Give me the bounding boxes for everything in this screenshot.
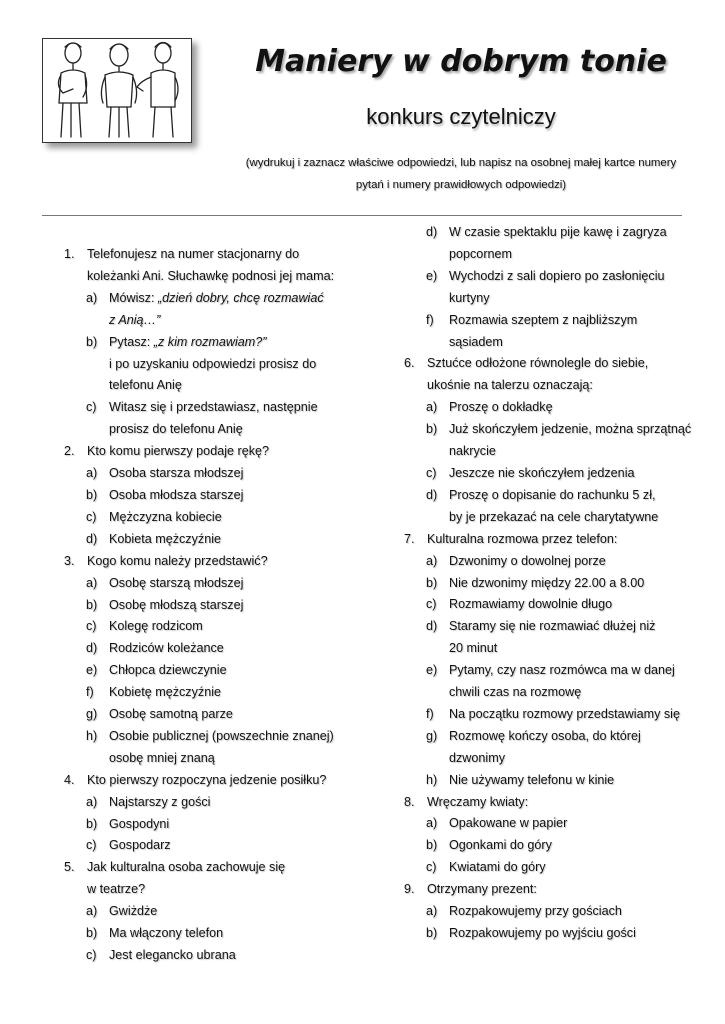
answer-option-continued: by je przekazać na cele charytatywne <box>449 509 659 524</box>
answer-option: b) Już skończyłem jedzenie, można sprzątnąć <box>426 422 692 437</box>
answer-option-continued: nakrycie <box>449 444 496 459</box>
document-subtitle: konkurs czytelniczy <box>366 104 556 129</box>
answer-option: a) Mówisz: „dzień dobry, chcę rozmawiać <box>86 290 324 305</box>
answer-option: a) Najstarszy z gości <box>86 794 211 809</box>
horizontal-divider <box>42 215 682 216</box>
answer-option: d) Kobieta mężczyźnie <box>86 531 221 546</box>
answer-option-continued: dzwonimy <box>449 750 505 765</box>
answer-option: d) Proszę o dopisanie do rachunku 5 zł, <box>426 487 656 502</box>
instruction-line: (wydrukuj i zaznacz właściwe odpowiedzi, lub napisz na osobnej małej kartce numery <box>245 157 677 169</box>
answer-option-continued: telefonu Anię <box>109 378 182 393</box>
answer-option: b) Ma włączony telefon <box>86 926 224 941</box>
answer-option: b) Osoba młodsza starszej <box>86 487 244 502</box>
answer-option-continued: i po uzyskaniu odpowiedzi prosisz do <box>109 356 317 371</box>
answer-option: c) Rozmawiamy dowolnie długo <box>426 597 613 612</box>
answer-option: a) Opakowane w papier <box>426 816 568 831</box>
three-men-talking-illustration <box>42 38 192 143</box>
question-3: 3. Kogo komu należy przedstawić? <box>64 553 268 568</box>
answer-option: d) Rodziców koleżance <box>86 641 224 656</box>
instructions <box>240 152 682 196</box>
answer-option: e) Chłopca dziewczynie <box>86 663 227 678</box>
answer-option: c) Jeszcze nie skończyłem jedzenia <box>426 465 635 480</box>
question-6-continued: ukośnie na talerzu oznaczają: <box>427 378 593 393</box>
answer-option: b) Rozpakowujemy po wyjściu gości <box>426 926 636 940</box>
answer-option: c) Jest elegancko ubrana <box>86 948 236 962</box>
answer-option-continued: prosisz do telefonu Anię <box>109 422 243 437</box>
answer-option-continued: kurtyny <box>449 290 490 305</box>
answer-option: a) Rozpakowujemy przy gościach <box>426 904 622 919</box>
answer-option: a) Osoba starsza młodszej <box>86 466 244 481</box>
document-title: Maniery w dobrym tonie <box>255 44 667 79</box>
answer-option: c) Gospodarz <box>86 838 171 853</box>
answer-option: c) Mężczyzna kobiecie <box>86 509 222 524</box>
question-6: 6. Sztućce odłożone równolegle do siebie, <box>404 356 649 371</box>
question-1: 1. Telefonujesz na numer stacjonarny do <box>64 247 300 261</box>
answer-option-continued: z Anią…” <box>109 312 161 327</box>
answer-option: a) Dzwonimy o dowolnej porze <box>426 553 606 568</box>
answer-option: d) W czasie spektaklu pije kawę i zagryza <box>426 225 667 239</box>
answer-option: e) Pytamy, czy nasz rozmówca ma w danej <box>426 663 675 678</box>
answer-option-continued: osobę mniej znaną <box>109 750 215 765</box>
answer-option: b) Gospodyni <box>86 816 170 831</box>
question-7: 7. Kulturalna rozmowa przez telefon: <box>404 531 618 546</box>
question-5: 5. Jak kulturalna osoba zachowuje się <box>64 860 286 875</box>
answer-option: c) Witasz się i przedstawiasz, następnie <box>86 400 318 415</box>
answer-option: e) Wychodzi z sali dopiero po zasłonięciu <box>426 268 665 283</box>
answer-option: b) Nie dzwonimy między 22.00 a 8.00 <box>426 575 645 590</box>
answer-option: b) Osobę młodszą starszej <box>86 597 244 612</box>
answer-option: c) Kwiatami do góry <box>426 860 546 875</box>
question-5-continued: w teatrze? <box>87 882 146 897</box>
answer-option: f) Na początku rozmowy przedstawiamy się <box>426 706 680 721</box>
answer-option: f) Kobietę mężczyźnie <box>86 685 221 700</box>
question-9: 9. Otrzymany prezent: <box>404 882 537 897</box>
answer-option: h) Osobie publicznej (powszechnie znanej) <box>86 728 334 743</box>
answer-option-continued: sąsiadem <box>449 334 503 349</box>
question-2: 2. Kto komu pierwszy podaje rękę? <box>64 444 270 459</box>
answer-option: c) Kolegę rodzicom <box>86 619 203 634</box>
right-column <box>390 222 690 945</box>
answer-option-continued: 20 minut <box>449 641 498 656</box>
answer-option-continued: popcornem <box>449 246 513 261</box>
instruction-line: pytań i numery prawidłowych odpowiedzi) <box>355 179 567 191</box>
answer-option: g) Rozmowę kończy osoba, do której <box>426 728 641 743</box>
answer-option: b) Ogonkami do góry <box>426 838 552 853</box>
answer-option-continued: chwili czas na rozmowę <box>449 685 582 700</box>
answer-option: a) Gwiżdże <box>86 904 158 919</box>
question-1-continued: koleżanki Ani. Słuchawkę podnosi jej mama: <box>87 268 335 283</box>
question-4: 4. Kto pierwszy rozpoczyna jedzenie posiłku? <box>64 772 327 787</box>
answer-option: h) Nie używamy telefonu w kinie <box>426 772 615 787</box>
left-column <box>42 222 362 967</box>
people-talking-icon <box>43 39 191 142</box>
answer-option: f) Rozmawia szeptem z najbliższym <box>426 312 638 327</box>
answer-option: d) Staramy się nie rozmawiać dłużej niż <box>426 619 656 634</box>
answer-option: a) Proszę o dokładkę <box>426 400 553 415</box>
question-8: 8. Wręczamy kwiaty: <box>404 794 529 809</box>
answer-option: b) Pytasz: „z kim rozmawiam?” <box>86 334 267 349</box>
answer-option: a) Osobę starszą młodszej <box>86 575 244 590</box>
answer-option: g) Osobę samotną parze <box>86 707 233 722</box>
